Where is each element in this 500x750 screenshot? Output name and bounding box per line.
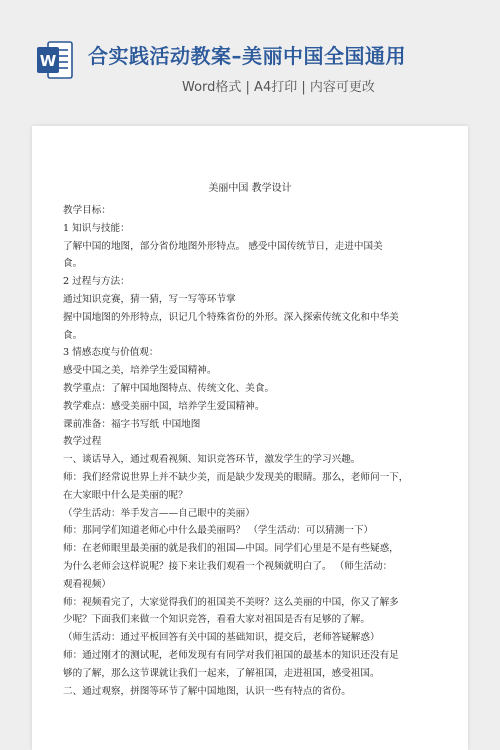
document-title: 美丽中国 教学设计	[208, 183, 292, 194]
document-line: 食。	[63, 329, 83, 341]
document-body	[63, 182, 437, 700]
document-line: 了解中国的地图，部分省份地图外形特点。 感受中国传统节日，走进中国美	[63, 240, 383, 252]
document-line: 1 知识与技能：	[63, 222, 130, 234]
document-line: 教学过程	[63, 436, 102, 448]
document-line: 在大家眼中什么是美丽的呢？	[63, 489, 188, 501]
word-doc-icon	[36, 40, 74, 80]
document-line: 教学目标：	[63, 205, 111, 216]
document-line: 师：在老师眼里最美丽的就是我们的祖国—中国。同学们心里是不是有些疑惑，	[63, 543, 399, 555]
document-line: 够的了解，那么这节课就让我们一起来，了解祖国，走进祖国，感受祖国。	[63, 667, 380, 679]
document-line: 握中国地图的外形特点，识记几个特殊省份的外形。深入探索传统文化和中华美	[63, 311, 399, 323]
page-title: 合实践活动教案–美丽中国全国通用	[88, 44, 406, 68]
document-line: 为什么老师会这样说呢？接下来让我们观看一个视频就明白了。 （师生活动：	[63, 560, 393, 572]
document-line: 感受中国之美，培养学生爱国精神。	[63, 365, 217, 377]
document-line: （师生活动：通过平板回答有关中国的基础知识，提交后，老师答疑解惑）	[63, 632, 380, 644]
document-line: 教学重点：了解中国地图特点、传统文化、美食。	[63, 382, 275, 394]
document-line: 师：通过刚才的测试呢，老师发现有有同学对我们祖国的最基本的知识还没有足	[63, 649, 399, 661]
document-line: 2 过程与方法：	[63, 276, 130, 288]
document-line: 通过知识竞赛，猜一猜，写一写等环节掌	[63, 293, 236, 305]
document-line: 课前准备：福字书写纸 中国地图	[63, 418, 201, 430]
word-icon-letter: W	[39, 52, 57, 70]
document-line: 师：那同学们知道老师心中什么最美丽吗？ （学生活动：可以猜测一下）	[63, 525, 374, 537]
document-lines	[63, 202, 437, 700]
document-line: 食。	[63, 258, 83, 270]
document-line: 少呢？下面我们来做一个知识竞答，看看大家对祖国是否有足够的了解。	[63, 614, 370, 626]
document-line: 教学难点：感受美丽中国，培养学生爱国精神。	[63, 400, 265, 412]
page-subtitle: Word格式 | A4打印 | 内容可更改	[182, 80, 375, 95]
document-line: （学生活动：举手发言——自己眼中的美丽）	[63, 507, 255, 519]
header-banner	[0, 0, 500, 118]
document-line: 3 情感态度与价值观：	[63, 347, 159, 359]
document-line: 师：视频看完了，大家觉得我们的祖国美不美呀？这么美丽的中国，你又了解多	[63, 596, 399, 608]
document-line: 师：我们经常说世界上并不缺少美，而是缺少发现美的眼睛。那么，老师问一下，	[63, 471, 409, 483]
document-line: 二、通过观察，拼图等环节了解中国地图，认识一些有特点的省份。	[63, 685, 351, 697]
document-line: 一、谈话导入，通过观看视频、知识竞答环节，激发学生的学习兴趣。	[63, 454, 361, 466]
document-line: 观看视频）	[63, 578, 111, 590]
